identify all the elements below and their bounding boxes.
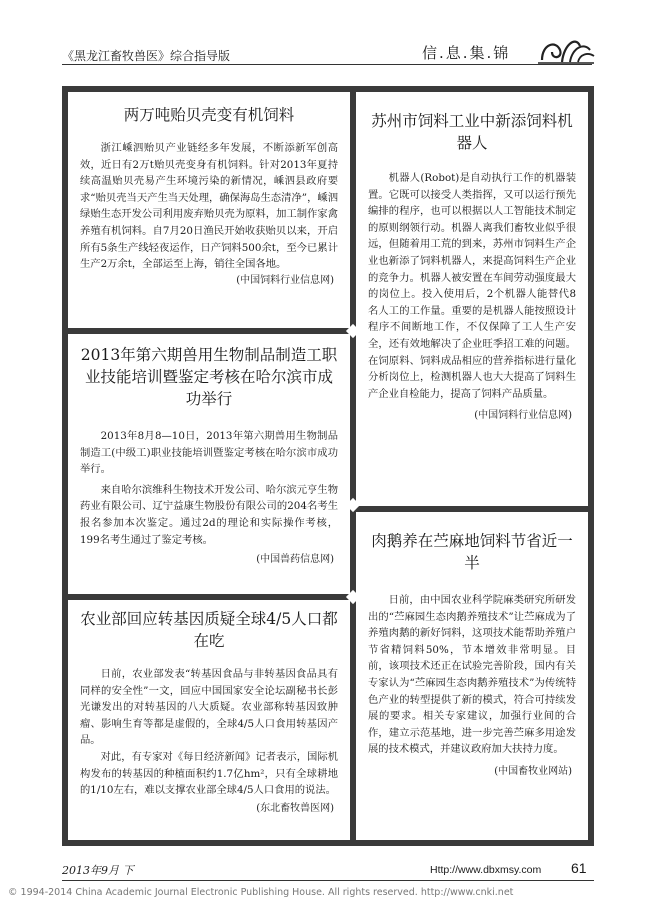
content-frame: [62, 86, 594, 846]
article-source: (中国饲料行业信息网): [474, 410, 572, 422]
article-paragraph: 浙江嵊泗贻贝产业链经多年发展，不断添新军创高效，近日有2万t贻贝壳变身有机饲料。针对2013年夏持续高温贻贝壳易产生环境污染的新情况，嵊泗县政府要求“贻贝壳当天产生当天处理，确保海岛生态清净”，嵊泗绿贻生态开发公司利用废弃贻贝壳为原料，加工制作家禽养殖有机饲料。自7月20日渔民开始收获贻贝以来，开启所有5条生产线轻夜运作，日产饲料500余t，至今已累计生产2万余t，全部运至上海，销往全国各地。: [80, 142, 338, 271]
article-source: (中国畜牧业网站): [494, 765, 572, 777]
article-paragraph: 对此，有专家对《每日经济新闻》记者表示，国际机构发布的转基因的种植面积约1.7亿hm²，只有全球耕地的1/10左右，难以支撑农业部全球4/5人口食用的说法。: [80, 750, 338, 797]
page-number: 61: [571, 860, 587, 876]
article-gmo: [68, 600, 350, 840]
article-shell-feed: [68, 92, 350, 328]
issue-date: 2013年9月 下: [62, 864, 134, 877]
section-title: 信.息.集.锦: [422, 44, 511, 62]
article-paragraph: 2013年8月8—10日，2013年第六期兽用生物制品制造工(中级工)职业技能培训暨鉴定考核在哈尔滨市成功举行。: [80, 430, 338, 476]
copyright-line: © 1994-2014 China Academic Journal Electronic Publishing House. All rights reserved. http://www.cnki.net: [8, 887, 514, 898]
article-source: (中国饲料行业信息网): [236, 274, 334, 286]
article-paragraph: 日前，农业部发表“转基因食品与非转基因食品具有同样的安全性”一文，回应中国国家安全论坛副秘书长彭光谦发出的对转基因的八大质疑。农业部称转基因致肿瘤、影响生育等都是虚假的，全球4/5人口食用转基因产品。: [80, 668, 338, 747]
article-title: 农业部回应转基因质疑全球4/5人口都在吃: [80, 610, 338, 650]
journal-name: 《黑龙江畜牧兽医》综合指导版: [62, 49, 231, 63]
footer-url[interactable]: Http://www.dbxmsy.com: [430, 864, 542, 876]
article-title: 两万吨贻贝壳变有机饲料: [123, 106, 295, 124]
article-source: (东北畜牧兽医网): [256, 802, 334, 814]
article-vet-training: [68, 334, 350, 594]
article-paragraph: 机器人(Robot)是自动执行工作的机器装置。它既可以接受人类指挥，又可以运行预先编排的程序，也可以根据以人工智能技术制定的原则纲领行动。机器人离我们畜牧业似乎很远，但随着用工荒的到来，苏州市饲料生产企业也新添了饲料机器人，来提高饲料生产企业的竞争力。机器人被安置在车间劳动强度最大的岗位上。投入使用后，2个机器人能替代8名人工的工作量。重要的是机器人能按照设计程序不间断地工作，不仅保障了工人生产安全，还有效地解决了企业旺季招工难的问题。在饲原料、饲料成品相应的营养指标进行量化分析岗位上，检测机器人也大大提高了饲料生产企业自检能力，提高了饲料产品质量。: [368, 172, 576, 400]
article-title: 2013年第六期兽用生物制品制造工职业技能培训暨鉴定考核在哈尔滨市成功举行: [80, 346, 338, 408]
article-title: 苏州市饲料工业中新添饲料机器人: [371, 112, 573, 152]
article-paragraph: 来自哈尔滨维科生物技术开发公司、哈尔滨元亨生物药业有限公司、辽宁益康生物股份有限公司的204名考生报名参加本次鉴定。通过2d的理论和实际操作考核，199名考生通过了鉴定考核。: [80, 483, 338, 546]
article-feed-robot: [356, 92, 588, 506]
article-source: (中国兽药信息网): [256, 554, 334, 566]
header-rule: [62, 64, 592, 65]
article-title: 肉鹅养在苎麻地饲料节省近一半: [371, 532, 573, 572]
footer-rule: [62, 880, 594, 881]
article-goose-ramie: [356, 512, 588, 840]
article-paragraph: 日前，由中国农业科学院麻类研究所研发出的“苎麻园生态肉鹅养殖技术”让苎麻成为了养殖肉鹅的新好饲料，这项技术能帮助养殖户节省精饲料50%，节本增效非常明显。目前，该项技术还正在试验完善阶段，国内有关专家认为“苎麻园生态肉鹅养殖技术”为传统特色产业的转型提供了新的模式，符合可持续发展的要求。相关专家建议，加强行业间的合作，建立示范基地，进一步完善苎麻多用途发展的技术模式，并建议政府加大扶持力度。: [368, 594, 576, 756]
swirl-ornament-icon: [536, 30, 596, 66]
